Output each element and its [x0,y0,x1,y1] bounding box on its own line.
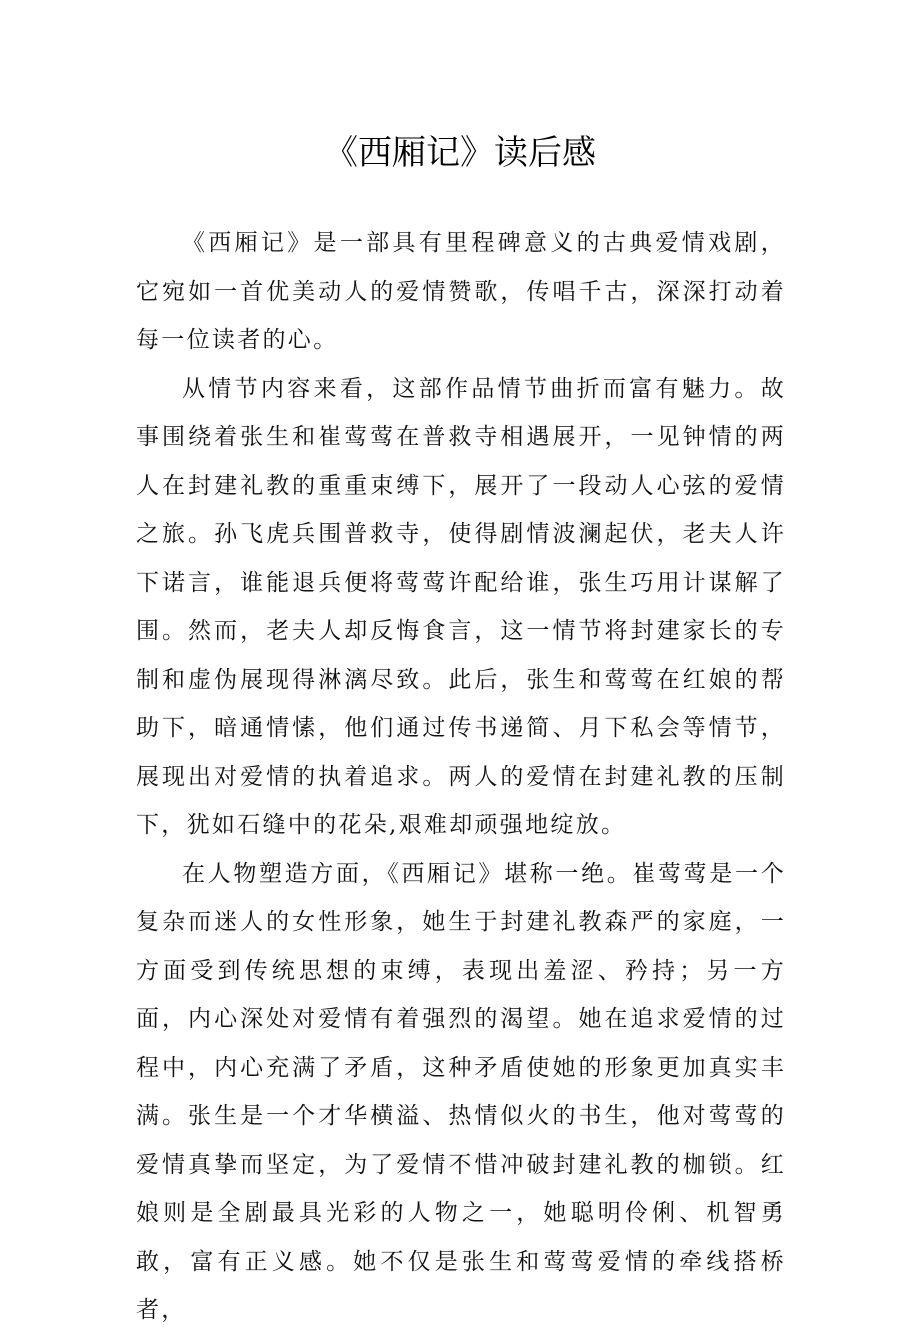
paragraph-characters: 在人物塑造方面，《西厢记》堪称一绝。崔莺莺是一个复杂而迷人的女性形象，她生于封建礼教森严的家庭，一方面受到传统思想的束缚，表现出羞涩、矜持；另一方面，内心深处对爱情有着强烈的渴望。她在追求爱情的过程中，内心充满了矛盾，这种矛盾使她的形象更加真实丰满。张生是一个才华横溢、热情似火的书生，他对莺莺的爱情真挚而坚定，为了爱情不惜冲破封建礼教的枷锁。红娘则是全剧最具光彩的人物之一，她聪明伶俐、机智勇敢，富有正义感。她不仅是张生和莺莺爱情的牵线搭桥者， [136,860,786,1323]
paragraph-intro: 《西厢记》是一部具有里程碑意义的古典爱情戏剧，它宛如一首优美动人的爱情赞歌，传唱千古，深深打动着每一位读者的心。 [136,230,786,353]
paragraph-plot: 从情节内容来看，这部作品情节曲折而富有魅力。故事围绕着张生和崔莺莺在普救寺相遇展开，一见钟情的两人在封建礼教的重重束缚下，展开了一段动人心弦的爱情之旅。孙飞虎兵围普救寺，使得剧情波澜起伏，老夫人许下诺言，谁能退兵便将莺莺许配给谁，张生巧用计谋解了围。然而，老夫人却反悔食言，这一情节将封建家长的专制和虚伪展现得淋漓尽致。此后，张生和莺莺在红娘的帮助下，暗通情愫，他们通过传书递简、月下私会等情节，展现出对爱情的执着追求。两人的爱情在封建礼教的压制下，犹如石缝中的花朵,艰难却顽强地绽放。 [136,375,786,838]
document-title: 《西厢记》读后感 [324,133,596,173]
document-body [136,219,786,1335]
